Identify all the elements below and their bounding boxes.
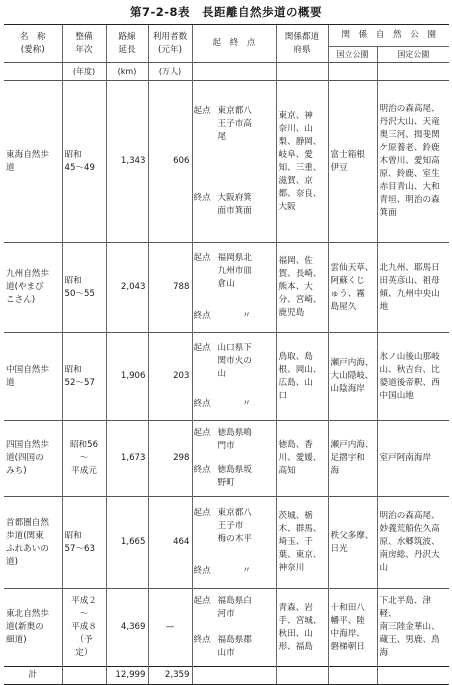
trail-name: 中国自然歩 道 [4,333,62,421]
start-label: 起点 [193,106,211,116]
total-year [62,667,106,685]
start-point: 東京都八 王子市 梅の木平 [217,507,252,544]
start-point: 徳島県鳴 門市 [217,427,252,451]
trail-quasi-parks: 下北半島、津軽、 南三陸金華山、 蔵王、男鹿、鳥 海 [377,589,449,667]
start-point: 東京都八 王子市高 尾 [217,106,252,142]
total-row [4,667,449,685]
trail-quasi-parks: 明治の森高尾、 丹沢大山、天竜 奥三河、揖斐関 ケ原養老、鈴鹿 木曽川、愛知高 原、鈴鹿、室生 赤目青山、大和 青垣、明治の森 箕面 [377,81,449,243]
trail-national-parks: 十和田八 幡平、陸 中海岸、 磐梯朝日 [328,589,377,667]
trail-prefectures: 青森、岩 手、宮城、 秋田、山 形、福島 [276,589,328,667]
trail-length: 1,673 [106,421,148,497]
total-national [328,667,377,685]
start-label: 起点 [193,253,211,264]
trail-national-parks: 瀬戸内海、 足摺宇和 海 [328,421,377,497]
start-point: 福島県白 河市 [217,596,252,620]
trail-overview-table [4,24,449,685]
start-label: 起点 [193,507,211,518]
table-row [4,333,449,421]
end-label: 終点 [193,634,211,645]
total-quasi [377,667,449,685]
start-label: 起点 [193,342,211,353]
trail-endpoints [192,243,276,333]
end-point: 〃 [242,566,251,577]
header-quasi-park: 国定公園 [377,47,449,63]
header-name-text: 名 称 (愛称) [19,31,46,55]
trail-year: 昭和56 ～ 平成元 [62,421,106,497]
header-prefectures-text: 関係都道 府県 [284,31,320,55]
trail-endpoints [192,589,276,667]
total-users: 2,359 [148,667,192,685]
trail-users: 464 [148,497,192,589]
header-endpoints [192,25,276,63]
unit-prefectures [276,63,328,81]
trail-national-parks: 富士箱根 伊豆 [328,81,377,243]
table-row [4,589,449,667]
header-prefectures [276,25,328,63]
trail-prefectures: 福岡、佐 賀、長崎、 熊本、大 分、宮崎、 鹿児島 [276,243,328,333]
trail-users: 788 [148,243,192,333]
trail-name: 九州自然歩 道(やまび こさん) [4,243,62,333]
trail-year: 昭和 45～49 [62,81,106,243]
end-label: 終点 [193,465,211,476]
trail-national-parks: 雲仙天草、 阿蘇くじ ゅう、霧 島屋久 [328,243,377,333]
table-row [4,243,449,333]
trail-length: 1,343 [106,81,148,243]
trail-prefectures: 茨城、栃 木、群馬、 埼玉、千 葉、東京、 神奈川 [276,497,328,589]
trail-quasi-parks: 北九州、耶馬日 田英彦山、祖母 傾、九州中央山 地 [377,243,449,333]
header-year [62,25,106,63]
header-national-park: 国立公園 [328,47,377,63]
trail-endpoints [192,497,276,589]
end-label: 終点 [193,566,211,577]
trail-endpoints [192,81,276,243]
trail-national-parks: 秩父多摩、 日光 [328,497,377,589]
trail-users: 606 [148,81,192,243]
header-endpoints-text: 起 終 点 [212,38,256,48]
start-point: 福岡県北 九州市皿 倉山 [217,253,252,290]
start-label: 起点 [193,427,211,438]
end-point: 〃 [242,310,251,321]
total-length: 12,999 [106,667,148,685]
end-point: 〃 [242,399,251,410]
trail-name: 首都圏自然 歩道(関東 ふれあいの 道) [4,497,62,589]
trail-users: 298 [148,421,192,497]
trail-year: 昭和 52～57 [62,333,106,421]
unit-national [328,63,377,81]
end-label: 終点 [193,399,211,410]
unit-users: (万人) [148,63,192,81]
trail-quasi-parks: 氷ノ山後山那岐 山、秋吉台、比 婆道後帝釈、西 中国山地 [377,333,449,421]
trail-name: 四国自然歩 道(四国の みち) [4,421,62,497]
trail-quasi-parks: 明治の森高尾、 妙義荒船佐久高 原、水郷筑波、 南房総、丹沢大 山 [377,497,449,589]
trail-national-parks: 瀬戸内海、 大山隠岐、 山陰海岸 [328,333,377,421]
end-point: 徳島県坂 野町 [217,465,252,489]
unit-name [4,63,62,81]
unit-quasi [377,63,449,81]
header-users [148,25,192,63]
end-label: 終点 [193,193,211,203]
trail-endpoints [192,421,276,497]
table-title: 第7-2-8表 長距離自然歩道の概要 [129,5,323,19]
total-prefectures [276,667,328,685]
trail-prefectures: 徳島、香 川、愛媛、 高知 [276,421,328,497]
table-row [4,81,449,243]
end-point: 福島県郡 山市 [217,634,252,658]
header-users-text: 利用者数 (元年) [152,31,188,55]
trail-year: 昭和 57～63 [62,497,106,589]
header-year-text: 整備 年次 [75,31,93,55]
start-label: 起点 [193,596,211,607]
header-parks-text: 関 係 自 然 公 園 [341,30,437,40]
trail-year: 平成２ ～ 平成８（予 定） [62,589,106,667]
total-label: 計 [4,667,62,685]
table-row [4,497,449,589]
start-point: 山口県下 関市火の 山 [217,342,252,379]
trail-users: 203 [148,333,192,421]
header-length [106,25,148,63]
trail-year: 昭和 50～55 [62,243,106,333]
table-row [4,421,449,497]
trail-prefectures: 東京、神 奈川、山 梨、静岡、 岐阜、愛 知、三重、 滋賀、京 都、奈良、 大阪 [276,81,328,243]
unit-endpoints [192,63,276,81]
trail-name: 東海自然歩 道 [4,81,62,243]
unit-year: (年度) [62,63,106,81]
trail-quasi-parks: 室戸阿南海岸 [377,421,449,497]
trail-length: 2,043 [106,243,148,333]
trail-users: — [148,589,192,667]
trail-prefectures: 鳥取、島 根、岡山、 広島、山 口 [276,333,328,421]
header-name [4,25,62,63]
trail-length: 1,665 [106,497,148,589]
unit-length: (km) [106,63,148,81]
end-label: 終点 [193,310,211,321]
trail-length: 4,369 [106,589,148,667]
trail-name: 東北自然歩 道(新奥の 細道) [4,589,62,667]
total-endpoints [192,667,276,685]
header-length-text: 路線 延長 [118,31,136,55]
trail-length: 1,906 [106,333,148,421]
trail-endpoints [192,333,276,421]
end-point: 大阪府箕 面市箕面 [217,193,252,216]
header-parks [328,25,449,47]
